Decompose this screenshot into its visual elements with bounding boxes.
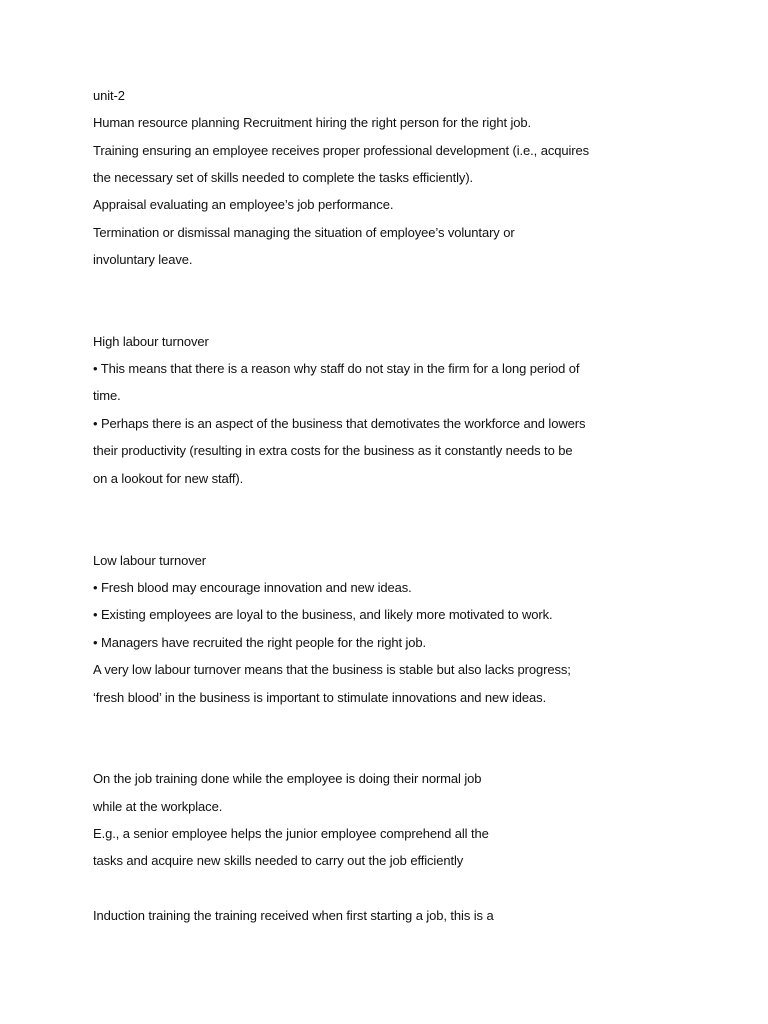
training-line-2: the necessary set of skills needed to complete the tasks efficiently).: [93, 170, 474, 185]
low-turnover-bullet-1: • Fresh blood may encourage innovation and new ideas.: [93, 580, 412, 595]
termination-line-2: involuntary leave.: [93, 252, 193, 267]
document-heading: unit-2: [93, 88, 125, 103]
high-turnover-bullet-1-line-2: time.: [93, 388, 121, 403]
low-turnover-bullet-3: • Managers have recruited the right people for the right job.: [93, 635, 427, 650]
recruitment-line: Human resource planning Recruitment hiring the right person for the right job.: [93, 115, 532, 130]
high-turnover-bullet-2-line-2: their productivity (resulting in extra costs for the business as it constantly needs to be: [93, 443, 573, 458]
on-job-training-line-3: E.g., a senior employee helps the junior employee comprehend all the: [93, 826, 489, 841]
on-job-training-line-4: tasks and acquire new skills needed to carry out the job efficiently: [93, 853, 464, 868]
appraisal-line: Appraisal evaluating an employee’s job performance.: [93, 197, 394, 212]
induction-training-line-1: Induction training the training received when first starting a job, this is a: [93, 908, 494, 923]
high-turnover-bullet-2-line-1: • Perhaps there is an aspect of the business that demotivates the workforce and lowers: [93, 416, 586, 431]
training-line-1: Training ensuring an employee receives proper professional development (i.e., acquires: [93, 143, 590, 158]
low-turnover-paragraph-line-2: ‘fresh blood’ in the business is important to stimulate innovations and new ideas.: [93, 690, 547, 705]
high-turnover-title: High labour turnover: [93, 334, 209, 349]
termination-line-1: Termination or dismissal managing the situation of employee’s voluntary or: [93, 225, 515, 240]
on-job-training-line-1: On the job training done while the employee is doing their normal job: [93, 771, 482, 786]
low-turnover-paragraph-line-1: A very low labour turnover means that the business is stable but also lacks progress;: [93, 662, 571, 677]
high-turnover-bullet-1-line-1: • This means that there is a reason why staff do not stay in the firm for a long period of: [93, 361, 580, 376]
low-turnover-title: Low labour turnover: [93, 553, 206, 568]
on-job-training-line-2: while at the workplace.: [93, 799, 223, 814]
low-turnover-bullet-2: • Existing employees are loyal to the business, and likely more motivated to work.: [93, 607, 553, 622]
high-turnover-bullet-2-line-3: on a lookout for new staff).: [93, 471, 244, 486]
